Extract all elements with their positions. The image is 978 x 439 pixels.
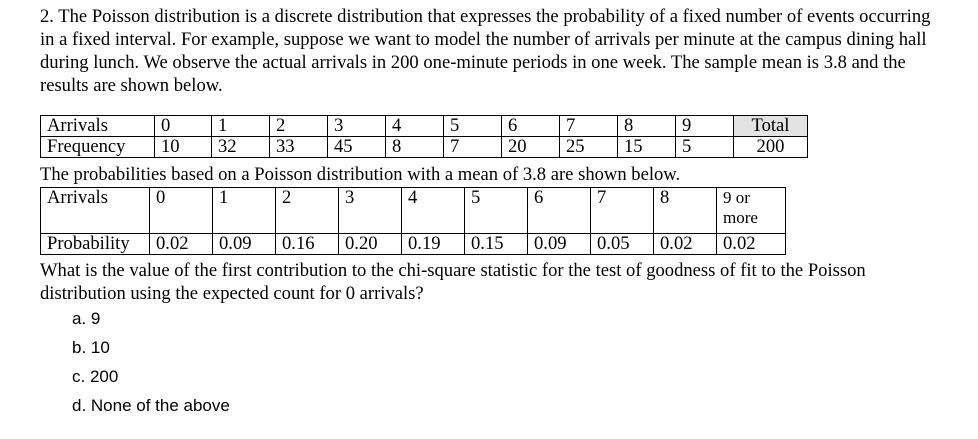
table-cell: 1 xyxy=(213,188,276,234)
table-cell: 2 xyxy=(276,188,339,234)
table-cell: 33 xyxy=(270,137,328,158)
table-cell: 0.16 xyxy=(276,234,339,255)
table-cell: 25 xyxy=(560,137,618,158)
table-cell: 5 xyxy=(444,116,502,137)
table-cell: 6 xyxy=(528,188,591,234)
table-cell: 0.02 xyxy=(150,234,213,255)
cell-line: 9 or xyxy=(723,188,750,207)
table-cell: 5 xyxy=(465,188,528,234)
question-text: What is the value of the first contribution to the chi-square statistic for the test of goodness of fit to the Poisson distribution using the expected count for 0 arrivals? xyxy=(40,260,866,304)
table-row-label: Frequency xyxy=(41,137,155,158)
choice-b[interactable]: b. 10 xyxy=(72,338,110,357)
table-cell: 3 xyxy=(328,116,386,137)
table-cell: 7 xyxy=(560,116,618,137)
table-cell: 8 xyxy=(654,188,717,234)
table-cell-nine-or-more xyxy=(717,188,786,234)
table-cell: 0.15 xyxy=(465,234,528,255)
table-cell: 8 xyxy=(386,137,444,158)
choice-a[interactable]: a. 9 xyxy=(72,309,101,328)
table-cell: 0.20 xyxy=(339,234,402,255)
table-cell: 0.19 xyxy=(402,234,465,255)
table-cell: 4 xyxy=(386,116,444,137)
answer-choices xyxy=(72,308,230,424)
table-cell: 5 xyxy=(676,137,734,158)
choice-d[interactable]: d. None of the above xyxy=(72,396,230,415)
table-cell: 2 xyxy=(270,116,328,137)
table-cell: 32 xyxy=(212,137,270,158)
table-cell: 0.09 xyxy=(528,234,591,255)
table-cell: 4 xyxy=(402,188,465,234)
table-cell: 0 xyxy=(155,116,212,137)
table-cell: 15 xyxy=(618,137,676,158)
choice-c[interactable]: c. 200 xyxy=(72,367,119,386)
table-cell: 0 xyxy=(150,188,213,234)
table-cell: 20 xyxy=(502,137,560,158)
table-cell: 0.02 xyxy=(717,234,786,255)
table-cell: 8 xyxy=(618,116,676,137)
observed-frequency-table xyxy=(40,115,808,158)
table-cell: 7 xyxy=(591,188,654,234)
cell-line: more xyxy=(723,208,758,227)
table-cell: 45 xyxy=(328,137,386,158)
table-cell: 7 xyxy=(444,137,502,158)
problem-intro: 2. The Poisson distribution is a discrete distribution that expresses the probability of a fixed number of events occurring in a fixed interval. For example, suppose we want to model the number of arrivals per minute at the campus dining hall during lunch. We observe the actual arrivals in 200 one-minute periods in one week. The sample mean is 3.8 and the results are shown below. xyxy=(40,6,931,96)
total-value: 200 xyxy=(734,137,808,158)
table-cell: 1 xyxy=(212,116,270,137)
probabilities-intro: The probabilities based on a Poisson distribution with a mean of 3.8 are shown below. xyxy=(40,164,681,185)
total-header: Total xyxy=(734,116,808,137)
table-row-label: Arrivals xyxy=(41,116,155,137)
table-cell: 0.05 xyxy=(591,234,654,255)
table-cell: 6 xyxy=(502,116,560,137)
table-cell: 3 xyxy=(339,188,402,234)
table-row-label: Probability xyxy=(41,234,150,255)
table-cell: 9 xyxy=(676,116,734,137)
table-cell: 0.09 xyxy=(213,234,276,255)
table-cell: 0.02 xyxy=(654,234,717,255)
table-cell: 10 xyxy=(155,137,212,158)
table-row-label: Arrivals xyxy=(41,188,150,234)
poisson-probability-table xyxy=(40,187,786,255)
